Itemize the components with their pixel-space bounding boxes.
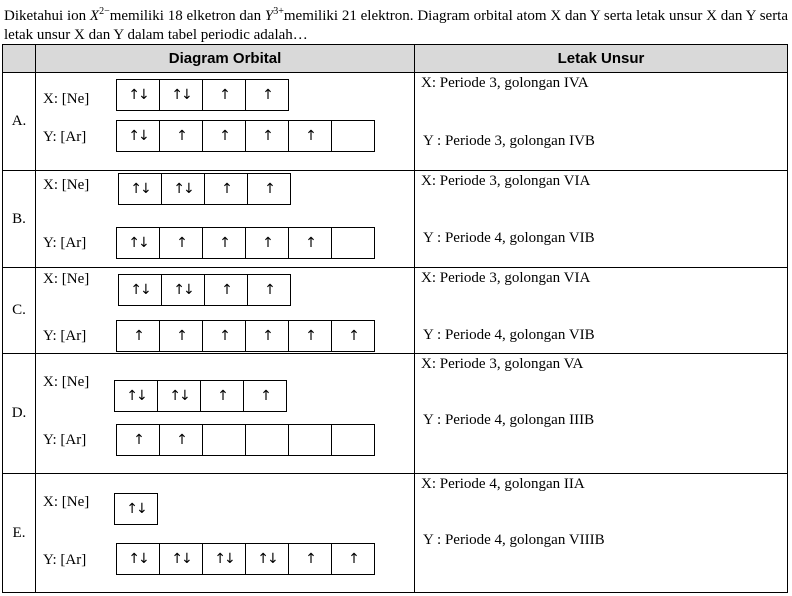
- orbital-box: [246, 425, 289, 455]
- orbital-box: ↑↓: [117, 228, 160, 258]
- orbital-box: ↑↓: [160, 80, 203, 110]
- ion-y-symbol: Y: [264, 8, 274, 24]
- option-letter: E.: [3, 474, 36, 593]
- y-orbital-boxes: [116, 320, 375, 352]
- ion-x-charge: 2−: [99, 6, 110, 17]
- orbital-box: [332, 121, 374, 151]
- orbital-box: ↑: [289, 121, 332, 151]
- element-position-cell: [415, 354, 788, 474]
- element-position-cell: [415, 73, 788, 171]
- orbital-box: ↑: [246, 228, 289, 258]
- table-header-row: [3, 45, 788, 73]
- y-position-text: Y : Periode 4, golongan VIB: [423, 230, 595, 246]
- orbital-box: ↑: [289, 544, 332, 574]
- answer-row: [3, 73, 788, 171]
- option-letter: C.: [3, 268, 36, 354]
- orbital-box: ↑: [205, 275, 248, 305]
- orbital-box: ↑: [205, 174, 248, 204]
- orbital-box: ↑: [264, 282, 274, 298]
- orbital-diagram-cell: [36, 73, 415, 171]
- orbital-box: ↑: [117, 425, 160, 455]
- orbital-box: [289, 425, 332, 455]
- header-element-position: Letak Unsur: [415, 45, 788, 73]
- answer-row: [3, 268, 788, 354]
- x-orbital-boxes: [114, 493, 158, 525]
- x-orbital-boxes: [118, 274, 291, 306]
- orbital-box: [332, 425, 374, 455]
- x-config-label: X: [Ne]: [43, 494, 90, 510]
- orbital-box: ↑: [160, 121, 203, 151]
- orbital-box: [203, 425, 246, 455]
- x-config-label: X: [Ne]: [43, 177, 90, 193]
- element-position-cell: [415, 268, 788, 354]
- x-position-text: X: Periode 4, golongan IIA: [421, 476, 585, 492]
- x-orbital-boxes: [116, 79, 289, 111]
- y-position-text: Y : Periode 4, golongan IIIB: [423, 412, 595, 428]
- ion-x-symbol: X: [89, 8, 100, 24]
- orbital-box: ↑: [262, 87, 272, 103]
- y-position-text: Y : Periode 4, golongan VIB: [423, 327, 595, 343]
- x-position-text: X: Periode 3, golongan VIA: [421, 173, 591, 189]
- orbital-box: ↑↓: [117, 80, 160, 110]
- y-position-text: Y : Periode 4, golongan VIIIB: [423, 532, 605, 548]
- orbital-box: ↑↓: [119, 174, 162, 204]
- y-orbital-boxes: [116, 543, 375, 575]
- orbital-box: ↑: [160, 228, 203, 258]
- orbital-box: [332, 228, 374, 258]
- element-position-cell: [415, 171, 788, 268]
- orbital-box: ↑↓: [126, 501, 146, 517]
- y-config-label: Y: [Ar]: [43, 129, 87, 145]
- orbital-box: ↑: [348, 328, 358, 344]
- orbital-box: ↑: [203, 121, 246, 151]
- answer-table: [2, 44, 788, 593]
- orbital-box: ↑: [246, 321, 289, 351]
- orbital-box: ↑: [260, 388, 270, 404]
- y-config-label: Y: [Ar]: [43, 552, 87, 568]
- x-position-text: X: Periode 3, golongan VA: [421, 356, 584, 372]
- question-part-1: Diketahui ion: [4, 8, 90, 24]
- x-config-label: X: [Ne]: [43, 374, 90, 390]
- answer-row: [3, 474, 788, 593]
- y-position-text: Y : Periode 3, golongan IVB: [423, 133, 595, 149]
- answer-row: [3, 171, 788, 268]
- x-position-text: X: Periode 3, golongan VIA: [421, 270, 591, 286]
- orbital-box: ↑: [289, 228, 332, 258]
- x-config-label: X: [Ne]: [43, 271, 90, 287]
- orbital-box: ↑↓: [117, 121, 160, 151]
- orbital-diagram-cell: [36, 354, 415, 474]
- ion-y-charge: 3+: [273, 6, 284, 17]
- orbital-box: ↑↓: [158, 381, 201, 411]
- orbital-box: ↑: [117, 321, 160, 351]
- x-position-text: X: Periode 3, golongan IVA: [421, 75, 589, 91]
- orbital-box: ↑: [348, 551, 358, 567]
- orbital-box: ↑↓: [119, 275, 162, 305]
- question-text: [4, 2, 788, 45]
- orbital-box: ↑↓: [115, 381, 158, 411]
- orbital-box: ↑: [246, 121, 289, 151]
- y-config-label: Y: [Ar]: [43, 328, 87, 344]
- answer-row: [3, 354, 788, 474]
- orbital-box: ↑: [160, 321, 203, 351]
- orbital-box: ↑↓: [162, 174, 205, 204]
- x-orbital-boxes: [118, 173, 291, 205]
- orbital-diagram-cell: [36, 268, 415, 354]
- orbital-box: ↑: [160, 425, 203, 455]
- y-orbital-boxes: [116, 424, 375, 456]
- orbital-box: ↑: [201, 381, 244, 411]
- orbital-diagram-cell: [36, 474, 415, 593]
- orbital-box: ↑↓: [117, 544, 160, 574]
- x-config-label: X: [Ne]: [43, 91, 90, 107]
- x-orbital-boxes: [114, 380, 287, 412]
- orbital-diagram-cell: [36, 171, 415, 268]
- y-config-label: Y: [Ar]: [43, 432, 87, 448]
- orbital-box: ↑: [289, 321, 332, 351]
- option-letter: A.: [3, 73, 36, 171]
- orbital-box: ↑: [264, 181, 274, 197]
- y-orbital-boxes: [116, 227, 375, 259]
- option-letter: D.: [3, 354, 36, 474]
- question-part-2: memiliki 18 elketron dan: [109, 8, 265, 24]
- orbital-box: ↑↓: [203, 544, 246, 574]
- orbital-box: ↑: [203, 321, 246, 351]
- orbital-box: ↑: [203, 228, 246, 258]
- element-position-cell: [415, 474, 788, 593]
- header-orbital-diagram: Diagram Orbital: [36, 45, 415, 73]
- header-letter: [3, 45, 36, 73]
- orbital-box: ↑↓: [246, 544, 289, 574]
- orbital-box: ↑↓: [160, 544, 203, 574]
- question-part-3: memiliki 21 elektron. Diagram orbital atom X dan Y serta letak unsur X dan Y serta letak unsur X dan Y dalam tabel periodic adalah…: [4, 8, 789, 43]
- orbital-box: ↑↓: [162, 275, 205, 305]
- orbital-box: ↑: [203, 80, 246, 110]
- option-letter: B.: [3, 171, 36, 268]
- y-config-label: Y: [Ar]: [43, 235, 87, 251]
- y-orbital-boxes: [116, 120, 375, 152]
